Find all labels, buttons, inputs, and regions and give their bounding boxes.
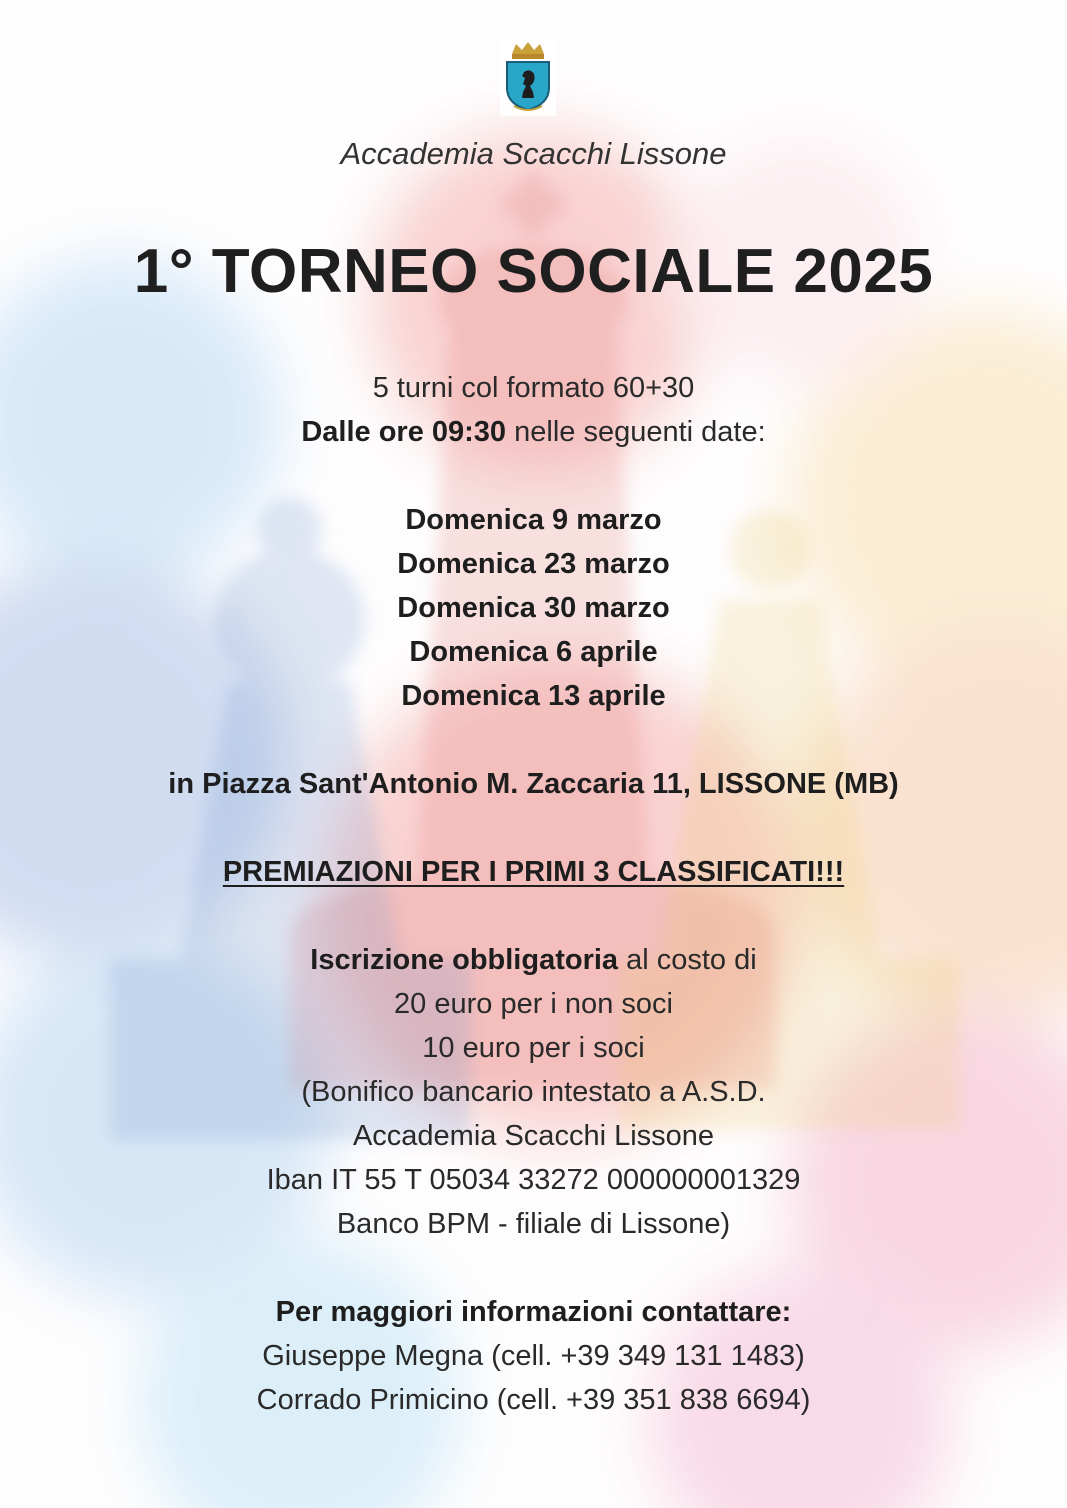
registration-detail: Accademia Scacchi Lissone bbox=[352, 1120, 715, 1152]
registration-detail: Banco BPM - filiale di Lissone) bbox=[336, 1208, 731, 1240]
registration-line bbox=[0, 944, 1067, 977]
contact-person: Giuseppe Megna (cell. +39 349 131 1483) bbox=[262, 1340, 805, 1372]
registration-detail: (Bonifico bancario intestato a A.S.D. bbox=[301, 1076, 766, 1108]
registration-detail: 20 euro per i non soci bbox=[394, 988, 673, 1020]
start-time-rest: nelle seguenti date: bbox=[506, 416, 766, 448]
registration-detail: Iban IT 55 T 05034 33272 000000001329 bbox=[266, 1164, 801, 1196]
registration-rest: al costo di bbox=[618, 944, 757, 976]
date-item: Domenica 23 marzo bbox=[397, 548, 670, 580]
date-item: Domenica 13 aprile bbox=[401, 680, 666, 712]
tournament-format: 5 turni col formato 60+30 bbox=[372, 372, 695, 404]
prizes-announcement: PREMIAZIONI PER I PRIMI 3 CLASSIFICATI!!! bbox=[222, 856, 845, 888]
organization-name: Accademia Scacchi Lissone bbox=[340, 136, 727, 171]
start-time-bold: Dalle ore 09:30 bbox=[301, 416, 507, 448]
page-title: 1° TORNEO SOCIALE 2025 bbox=[133, 237, 934, 306]
date-item: Domenica 9 marzo bbox=[405, 504, 662, 536]
date-item: Domenica 6 aprile bbox=[409, 636, 658, 668]
contact-person: Corrado Primicino (cell. +39 351 838 6694) bbox=[256, 1384, 811, 1416]
start-time-line bbox=[0, 416, 1067, 449]
contacts-heading: Per maggiori informazioni contattare: bbox=[275, 1296, 792, 1328]
registration-bold: Iscrizione obbligatoria bbox=[310, 944, 619, 976]
venue-address: in Piazza Sant'Antonio M. Zaccaria 11, LISSONE (MB) bbox=[168, 768, 899, 800]
date-item: Domenica 30 marzo bbox=[397, 592, 670, 624]
registration-detail: 10 euro per i soci bbox=[422, 1032, 645, 1064]
